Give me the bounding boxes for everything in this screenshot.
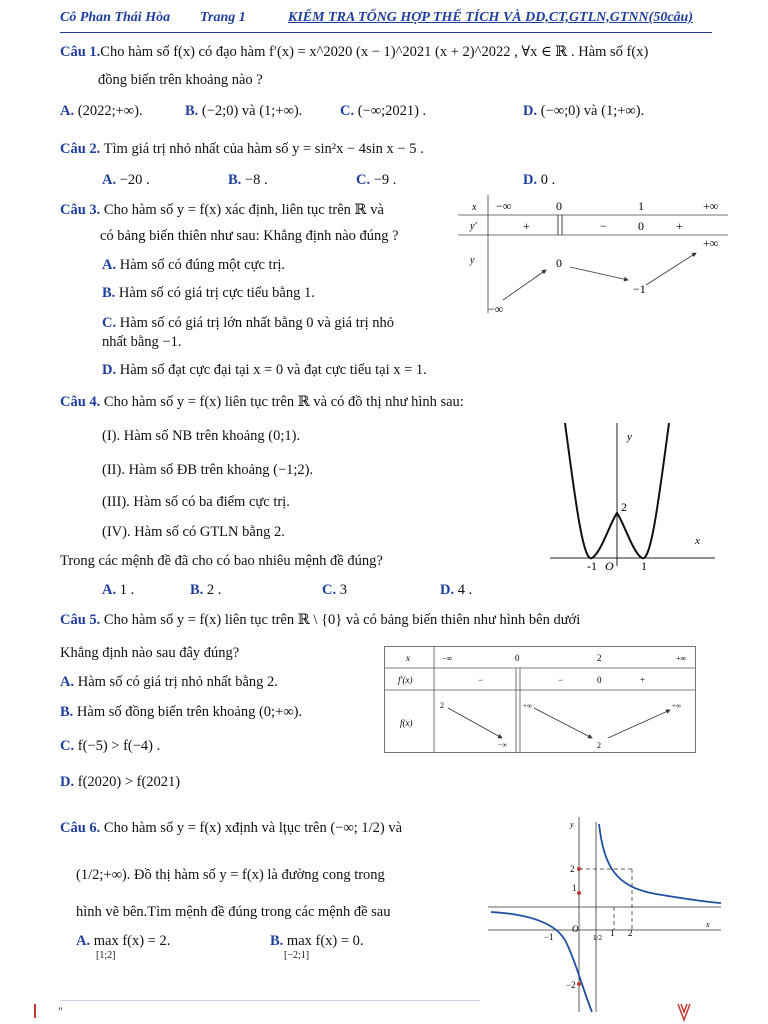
option-key: A.: [60, 103, 75, 119]
q1-option-a[interactable]: [60, 103, 143, 120]
q3-option-c-cont: [102, 334, 181, 351]
label-origin: O: [572, 924, 579, 934]
table-sign: +: [523, 219, 530, 233]
option-key: A.: [76, 933, 91, 949]
option-key: C.: [356, 172, 371, 188]
option-key: D.: [60, 774, 75, 790]
q1-option-b[interactable]: [185, 103, 302, 120]
header-page: Trang 1: [200, 10, 246, 25]
option-text: nhất bằng −1.: [102, 334, 182, 350]
table-x-value: 0: [515, 653, 520, 663]
q2-option-a[interactable]: [102, 172, 150, 189]
label-1: 1: [641, 559, 647, 573]
q1-stem: [60, 44, 648, 61]
label-m2: −2: [566, 980, 576, 990]
label-origin: O: [605, 559, 614, 573]
table-fp-label: f′(x): [398, 675, 413, 685]
option-key: C.: [102, 315, 117, 331]
table-value: −∞: [498, 741, 507, 749]
q4-ask: Trong các mệnh đề đã cho có bao nhiêu mệnh đề đúng?: [60, 553, 383, 569]
label-1: 1: [572, 883, 577, 893]
table-value: −∞: [488, 302, 504, 316]
footer-mark-left: [34, 1004, 36, 1018]
footer-rule: [60, 1000, 480, 1001]
table-value: 2: [597, 741, 601, 750]
point: [577, 891, 581, 895]
q2-option-c[interactable]: [356, 172, 396, 189]
option-key: A.: [102, 582, 117, 598]
table-x-value: 0: [556, 199, 562, 213]
option-text: f(2020) > f(2021): [77, 774, 181, 790]
table-x-value: +∞: [676, 654, 687, 663]
table-value: +∞: [672, 702, 681, 710]
y-label: y: [627, 431, 632, 443]
option-text: max f(x) = 2.: [93, 933, 171, 949]
option-sub: [1;2]: [96, 950, 116, 961]
q4-stem: [60, 394, 464, 411]
table-sign: −: [600, 219, 607, 233]
table-sign: −: [478, 675, 484, 685]
q3-option-a[interactable]: [102, 257, 285, 274]
label-m1: -1: [587, 559, 597, 573]
option-text: −20 .: [119, 172, 150, 188]
option-key: D.: [523, 103, 538, 119]
option-key: D.: [523, 172, 538, 188]
q4-item-3: (III). Hàm số có ba điểm cực trị.: [102, 494, 290, 510]
q6-option-b[interactable]: [270, 933, 364, 961]
q5-label: Câu 5.: [60, 612, 101, 628]
table-value: 0: [556, 256, 562, 270]
q2-option-b[interactable]: [228, 172, 268, 189]
option-key: D.: [102, 362, 117, 378]
option-text: Hàm số có giá trị lớn nhất bằng 0 và giá trị nhỏ: [119, 315, 394, 331]
option-key: B.: [190, 582, 204, 598]
option-key: B.: [228, 172, 242, 188]
option-text: 2 .: [206, 582, 222, 598]
table-x-value: +∞: [703, 199, 719, 213]
option-text: 1 .: [119, 582, 135, 598]
option-text: Hàm số đạt cực đại tại x = 0 và đạt cực tiểu tại x = 1.: [119, 362, 427, 378]
q2-stem: [60, 141, 424, 158]
table-sign: 0: [638, 219, 644, 233]
x-label: x: [706, 920, 710, 929]
option-text: Hàm số có giá trị nhỏ nhất bằng 2.: [77, 674, 278, 690]
q1-label: Câu 1.: [60, 44, 101, 60]
table-value: −1: [633, 282, 646, 296]
option-key: D.: [440, 582, 455, 598]
option-text: (−∞;0) và (1;+∞).: [540, 103, 645, 119]
q6-stem3: hình vẽ bên.Tìm mệnh đề đúng trong các mệnh đề sau: [76, 904, 391, 920]
label-half: 1/2: [593, 934, 602, 942]
q2-option-d[interactable]: [523, 172, 555, 189]
option-key: B.: [102, 285, 116, 301]
curve-right: [599, 824, 721, 903]
option-text: (2022;+∞).: [77, 103, 143, 119]
arrow-up: [503, 270, 546, 300]
option-key: C.: [60, 738, 75, 754]
q4-text: Cho hàm số y = f(x) liên tục trên ℝ và có đồ thị như hình sau:: [103, 394, 464, 410]
arrow-up: [608, 710, 670, 738]
option-text: −9 .: [373, 172, 397, 188]
header-title: KIỂM TRA TỔNG HỢP THỂ TÍCH VÀ DD,CT,GTLN,GTNN(50câu): [288, 10, 693, 25]
q4-item-1: (I). Hàm số NB trên khoảng (0;1).: [102, 428, 301, 444]
option-text: Hàm số có đúng một cực trị.: [119, 257, 286, 273]
option-text: 3: [339, 582, 347, 598]
header-author: Cô Phan Thái Hòa: [60, 10, 171, 25]
q4-label: Câu 4.: [60, 394, 101, 410]
q4-graph: [545, 418, 720, 578]
q3-option-b[interactable]: [102, 285, 315, 302]
arrow-down: [534, 708, 592, 738]
option-text: f(−5) > f(−4) .: [77, 738, 161, 754]
q5-stem: [60, 612, 580, 629]
q6-label: Câu 6.: [60, 820, 101, 836]
arrow-down: [448, 708, 502, 738]
table-y-label: y: [470, 255, 475, 266]
table-sign: +: [640, 675, 646, 685]
label-2x: 2: [628, 928, 633, 938]
q1-option-d[interactable]: [523, 103, 644, 120]
option-text: Hàm số có giá trị cực tiểu bằng 1.: [118, 285, 315, 301]
table-sign: +: [676, 219, 683, 233]
table-value: 2: [440, 701, 444, 710]
q5-option-b[interactable]: [60, 704, 302, 721]
option-key: B.: [60, 704, 74, 720]
arrow-up: [646, 253, 696, 285]
q3-text: Cho hàm số y = f(x) xác định, liên tục trên ℝ và: [103, 202, 384, 218]
q3-stem: [60, 202, 384, 219]
table-border: [385, 647, 696, 753]
q6-stem: [60, 820, 402, 837]
q4-item-4: (IV). Hàm số có GTLN bằng 2.: [102, 524, 285, 540]
q3-variation-table: [458, 195, 728, 320]
label-1x: 1: [610, 928, 615, 938]
q2-text: Tìm giá trị nhỏ nhất của hàm số y = sin²x − 4sin x − 5 .: [103, 141, 424, 157]
q5-option-d[interactable]: [60, 774, 180, 791]
page-header: [60, 10, 712, 33]
option-key: C.: [340, 103, 355, 119]
q6-graph: [486, 812, 726, 1017]
q3-option-c[interactable]: [102, 315, 394, 332]
q6-stem2: (1/2;+∞). Đồ thị hàm số y = f(x) là đường cong trong: [76, 867, 385, 883]
table-x-value: −∞: [442, 654, 453, 663]
option-text: 4 .: [457, 582, 473, 598]
q3-option-d[interactable]: [102, 362, 427, 379]
q2-label: Câu 2.: [60, 141, 101, 157]
table-x-value: 2: [597, 653, 602, 663]
q4-item-2: (II). Hàm số ĐB trên khoảng (−1;2).: [102, 462, 314, 478]
option-key: A.: [102, 257, 117, 273]
q3-stem2: có bảng biến thiên như sau: Khẳng định nào đúng ?: [100, 228, 399, 244]
point: [577, 867, 581, 871]
table-value: +∞: [703, 236, 719, 250]
q4-option-d[interactable]: [440, 582, 472, 599]
option-text: 0 .: [540, 172, 556, 188]
footer-quote: ": [58, 1004, 63, 1018]
q4-option-b[interactable]: [190, 582, 221, 599]
q5-variation-table: [384, 646, 696, 753]
table-x-value: 1: [638, 199, 644, 213]
q1-option-c[interactable]: [340, 103, 426, 120]
q5-option-a[interactable]: [60, 674, 278, 691]
option-key: B.: [270, 933, 284, 949]
option-text: Hàm số đồng biến trên khoảng (0;+∞).: [76, 704, 303, 720]
arrow-down: [570, 267, 628, 280]
option-key: C.: [322, 582, 337, 598]
x-label: x: [695, 535, 700, 547]
option-key: B.: [185, 103, 199, 119]
q1-stem2: đồng biến trên khoảng nào ?: [98, 72, 263, 88]
option-text: (−2;0) và (1;+∞).: [201, 103, 303, 119]
point: [577, 982, 581, 986]
table-x-label: x: [472, 202, 477, 213]
q5-option-c[interactable]: [60, 738, 160, 755]
q3-label: Câu 3.: [60, 202, 101, 218]
label-2: 2: [570, 864, 575, 874]
q4-option-c[interactable]: [322, 582, 347, 599]
table-x-label: x: [406, 653, 410, 663]
q6-option-a[interactable]: [76, 933, 170, 961]
q4-option-a[interactable]: [102, 582, 134, 599]
q1-text: Cho hàm số f(x) có đạo hàm f′(x) = x^2020 (x − 1)^2021 (x + 2)^2022 , ∀x ∈ ℝ . Hàm số f(x): [100, 44, 649, 60]
option-key: A.: [102, 172, 117, 188]
table-value: +∞: [523, 702, 532, 710]
q6-text: Cho hàm số y = f(x) xđịnh và lțục trên (−∞; 1/2) và: [103, 820, 403, 836]
table-x-value: −∞: [496, 199, 512, 213]
label-m1: −1: [544, 932, 554, 942]
y-label: y: [570, 820, 574, 829]
option-text: (−∞;2021) .: [357, 103, 427, 119]
option-key: A.: [60, 674, 75, 690]
option-text: max f(x) = 0.: [286, 933, 364, 949]
option-sub: [−2;1]: [284, 950, 310, 961]
label-2: 2: [621, 500, 627, 514]
table-sign: 0: [597, 675, 602, 685]
q5-text: Cho hàm số y = f(x) liên tục trên ℝ \ {0} và có bảng biến thiên như hình bên dưới: [103, 612, 581, 628]
footer-logo-icon: [676, 1002, 692, 1022]
q5-stem2: Khẳng định nào sau đây đúng?: [60, 645, 240, 661]
table-f-label: f(x): [400, 718, 413, 728]
option-text: −8 .: [244, 172, 268, 188]
table-yp-label: y′: [470, 221, 477, 232]
table-sign: −: [558, 675, 564, 685]
